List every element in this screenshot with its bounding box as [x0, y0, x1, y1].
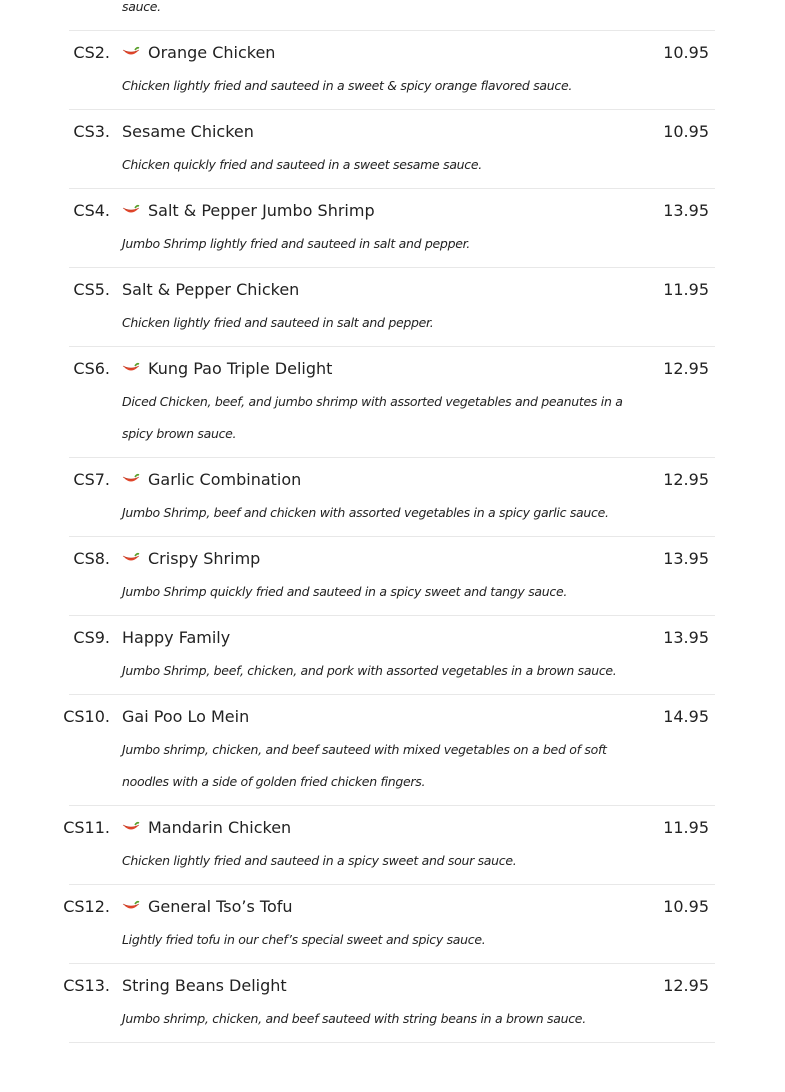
item-name: String Beans Delight: [122, 976, 287, 995]
item-name: Salt & Pepper Jumbo Shrimp: [148, 201, 375, 220]
item-price: 12.95: [663, 470, 709, 489]
item-price: 10.95: [663, 122, 709, 141]
menu-item: [69, 347, 715, 458]
item-price: 13.95: [663, 549, 709, 568]
menu-items: [63, 31, 715, 1043]
item-code: CS12.: [63, 897, 110, 916]
menu-item: [69, 189, 715, 268]
item-code: CS13.: [63, 976, 110, 995]
item-name: Garlic Combination: [148, 470, 302, 489]
menu-item: [69, 458, 715, 537]
item-price: 10.95: [663, 897, 709, 916]
item-description: Chicken lightly fried and sauteed in salt and pepper.: [122, 315, 434, 330]
item-price: 13.95: [663, 628, 709, 647]
menu-item: [63, 695, 715, 806]
item-code: CS3.: [73, 122, 110, 141]
item-description: Chicken lightly fried and sauteed in a spicy sweet and sour sauce.: [122, 853, 517, 868]
item-price: 10.95: [663, 43, 709, 62]
menu-item: [69, 110, 715, 189]
item-description: Diced Chicken, beef, and jumbo shrimp with assorted vegetables and peanutes in a spicy brown sauce.: [122, 394, 623, 441]
item-code: CS6.: [73, 359, 110, 378]
item-description: Chicken lightly fried and sauteed in a sweet & spicy orange flavored sauce.: [122, 78, 573, 93]
item-description: Jumbo Shrimp, beef, chicken, and pork with assorted vegetables in a brown sauce.: [122, 663, 617, 678]
item-code: CS10.: [63, 707, 110, 726]
item-name: Crispy Shrimp: [148, 549, 261, 568]
item-code: CS2.: [73, 43, 110, 62]
chili-pepper-icon: [122, 900, 140, 914]
item-price: 12.95: [663, 359, 709, 378]
chili-pepper-icon: [122, 821, 140, 835]
menu-item: [69, 616, 715, 695]
item-price: 13.95: [663, 201, 709, 220]
chili-pepper-icon: [122, 473, 140, 487]
item-price: 11.95: [663, 280, 709, 299]
previous-item-fragment: [69, 0, 715, 31]
item-name: Happy Family: [122, 628, 231, 647]
menu-item: [69, 31, 715, 110]
item-description: Chicken quickly fried and sauteed in a sweet sesame sauce.: [122, 157, 482, 172]
menu-item: [69, 537, 715, 616]
menu-item: [63, 964, 715, 1043]
item-name: Mandarin Chicken: [148, 818, 292, 837]
item-code: CS9.: [73, 628, 110, 647]
item-description: Jumbo shrimp, chicken, and beef sauteed with string beans in a brown sauce.: [122, 1011, 586, 1026]
item-name: Orange Chicken: [148, 43, 276, 62]
item-description: Jumbo Shrimp, beef and chicken with assorted vegetables in a spicy garlic sauce.: [122, 505, 609, 520]
item-price: 12.95: [663, 976, 709, 995]
chili-pepper-icon: [122, 362, 140, 376]
item-name: General Tso’s Tofu: [148, 897, 293, 916]
item-name: Gai Poo Lo Mein: [122, 707, 250, 726]
item-description: Jumbo Shrimp quickly fried and sauteed in a spicy sweet and tangy sauce.: [122, 584, 568, 599]
chili-pepper-icon: [122, 204, 140, 218]
item-price: 11.95: [663, 818, 709, 837]
item-name: Sesame Chicken: [122, 122, 254, 141]
menu-item: [69, 268, 715, 347]
item-code: CS5.: [73, 280, 110, 299]
item-code: CS11.: [63, 818, 110, 837]
item-description: sauce.: [122, 0, 161, 14]
menu-list: [63, 0, 715, 1043]
item-description: Jumbo Shrimp lightly fried and sauteed in salt and pepper.: [122, 236, 470, 251]
item-description: Jumbo shrimp, chicken, and beef sauteed with mixed vegetables on a bed of soft noodles with a side of golden fried chicken fingers.: [122, 742, 607, 789]
menu-item: [63, 806, 715, 885]
item-code: CS4.: [73, 201, 110, 220]
item-name: Salt & Pepper Chicken: [122, 280, 300, 299]
item-code: CS7.: [73, 470, 110, 489]
chili-pepper-icon: [122, 46, 140, 60]
chili-pepper-icon: [122, 552, 140, 566]
item-code: CS8.: [73, 549, 110, 568]
item-name: Kung Pao Triple Delight: [148, 359, 333, 378]
item-price: 14.95: [663, 707, 709, 726]
item-description: Lightly fried tofu in our chef’s special sweet and spicy sauce.: [122, 932, 486, 947]
menu-item: [63, 885, 715, 964]
